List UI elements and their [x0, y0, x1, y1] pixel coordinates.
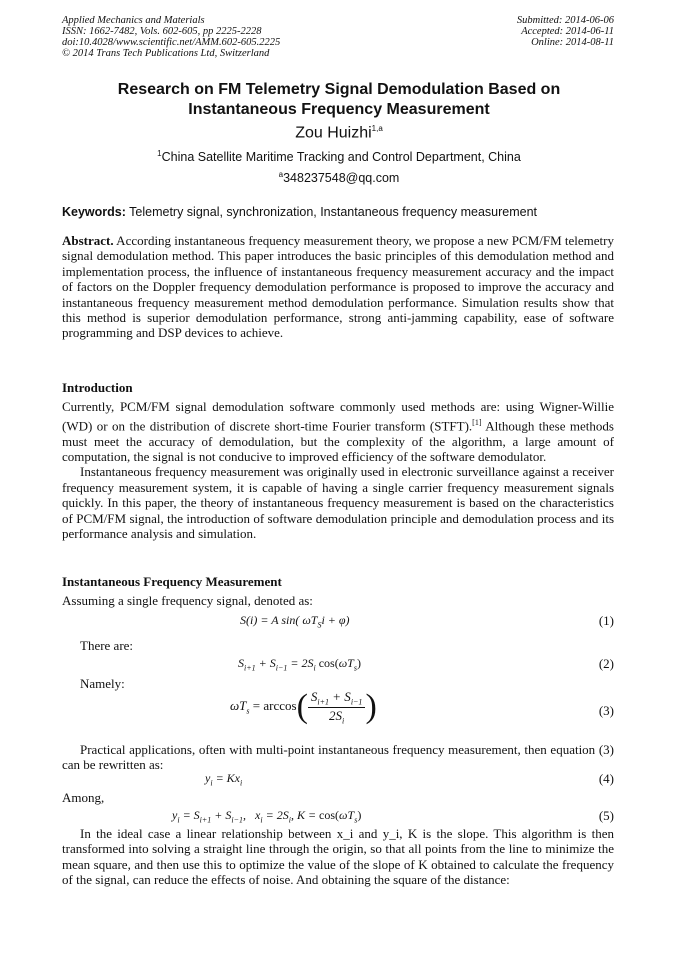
online-date: Online: 2014-08-11 [531, 37, 614, 48]
email [62, 170, 616, 185]
copyright: © 2014 Trans Tech Publications Ltd, Switzerland [62, 48, 270, 59]
issn: ISSN: 1662-7482, Vols. 602-605, pp 2225-2228 [62, 26, 262, 37]
introduction-section [62, 380, 614, 541]
paper-title [62, 80, 616, 120]
intro-paragraph-1 [62, 399, 614, 464]
equation-number: (4) [598, 771, 614, 786]
text: There are: [80, 638, 134, 653]
ifm-section [62, 574, 614, 609]
abstract-text: According instantaneous frequency measurement theory, we propose a new PCM/FM telemetry signal demodulation method. This paper introduces the basic principles of this demodulation method and implementation process, the influence of instantaneous frequency measurement accuracy and the impact of factors on the Doppler frequency demodulation performance is proposed to improve the accuracy and instantaneous frequency measurement method demodulation performance. Simulation results show that this method is superior demodulation performance, strong anti-jamming capability, ease of software programming and DSP devices to achieve. [62, 233, 614, 341]
text: Currently, PCM/FM signal demodulation software commonly used methods are: using Wigner-Willie (WD) or on the distribution of discrete short-time Fourier transform (STFT). [62, 399, 614, 434]
email-text: 348237548@qq.com [283, 171, 400, 186]
dates [517, 15, 614, 48]
doi: doi:10.4028/www.scientific.net/AMM.602-605.2225 [62, 37, 281, 48]
equation-2: $S_{i+1} + S_{i-1} = 2S_i$ $\cos(\omega T_s)$ [238, 656, 361, 673]
email-sup: a [278, 170, 284, 179]
text: In the ideal case a linear relationship between x_i and y_i, K is the slope. This algorithm is then transformed into solving a straight line through the origin, so that all points from the line to minimize the mean square, and then use this to optimize the value of the slope of K obtained to calculate the frequency of the signal, can reduce the effects of noise. And obtaining the square of the distance: [62, 826, 614, 888]
equation-4: $y_i = Kx_i$ [205, 771, 243, 788]
title-line: Research on FM Telemetry Signal Demodulation Based on [117, 81, 561, 98]
equation-number: (3) [598, 703, 614, 718]
accepted-date: Accepted: 2014-06-11 [521, 26, 614, 37]
affiliation [62, 149, 616, 164]
section-heading: Instantaneous Frequency Measurement [62, 574, 282, 589]
equation-1: S(i) = A sin( $\omega T_Si + \varphi$) [240, 613, 350, 630]
author-sup: 1,a [371, 124, 383, 133]
text: Practical applications, often with multi-point instantaneous frequency measurement, then equation (3) can be rewritten as: [62, 742, 614, 773]
text: Namely: [80, 676, 125, 691]
equation-number: (2) [598, 656, 614, 671]
abstract-label: Abstract. [62, 233, 114, 248]
equation-number: (1) [598, 613, 614, 628]
text: Among, [62, 790, 105, 805]
journal-info [62, 15, 280, 59]
equation-5: $y_i = S_{i+1} + S_{i-1}$, $x_i = 2S_i$, $K = \cos(\omega T_s)$ [172, 808, 362, 825]
abstract [62, 233, 614, 341]
journal-name: Applied Mechanics and Materials [62, 15, 205, 26]
keywords-text: Telemetry signal, synchronization, Instantaneous frequency measurement [125, 205, 538, 219]
text: Assuming a single frequency signal, denoted as: [62, 593, 313, 609]
affiliation-text: China Satellite Maritime Tracking and Control Department, China [161, 150, 521, 165]
equation-3: $\omega T_s = \arccos$( $\frac{S_{i+1} + S_{i-1}}{2S_i}$ ) [230, 688, 377, 726]
equation-number: (5) [598, 808, 614, 823]
author-name: Zou Huizhi [295, 124, 372, 142]
section-heading: Introduction [62, 380, 133, 395]
submitted-date: Submitted: 2014-06-06 [516, 15, 614, 26]
intro-paragraph-2: Instantaneous frequency measurement was originally used in electronic surveillance against a receiver frequency measurement system, it is capable of having a single carrier frequency measurement signals quickly. In this paper, the theory of instantaneous frequency measurement is based on the characteristics of PCM/FM signal, the introduction of software demodulation principle and demodulation process and its performance analysis and simulation. [62, 464, 614, 541]
affiliation-sup: 1 [157, 149, 162, 158]
title-line: Instantaneous Frequency Measurement [188, 101, 490, 118]
text: Although these methods must meet the accuracy of demodulation, but the complexity of the algorithm, a large amount of computation, the signal is not conducive to improved efficiency of the software demodulator. [62, 418, 614, 464]
keywords [62, 205, 537, 219]
keywords-label: Keywords: [62, 205, 126, 219]
author [62, 124, 616, 142]
citation: [1] [472, 417, 482, 427]
